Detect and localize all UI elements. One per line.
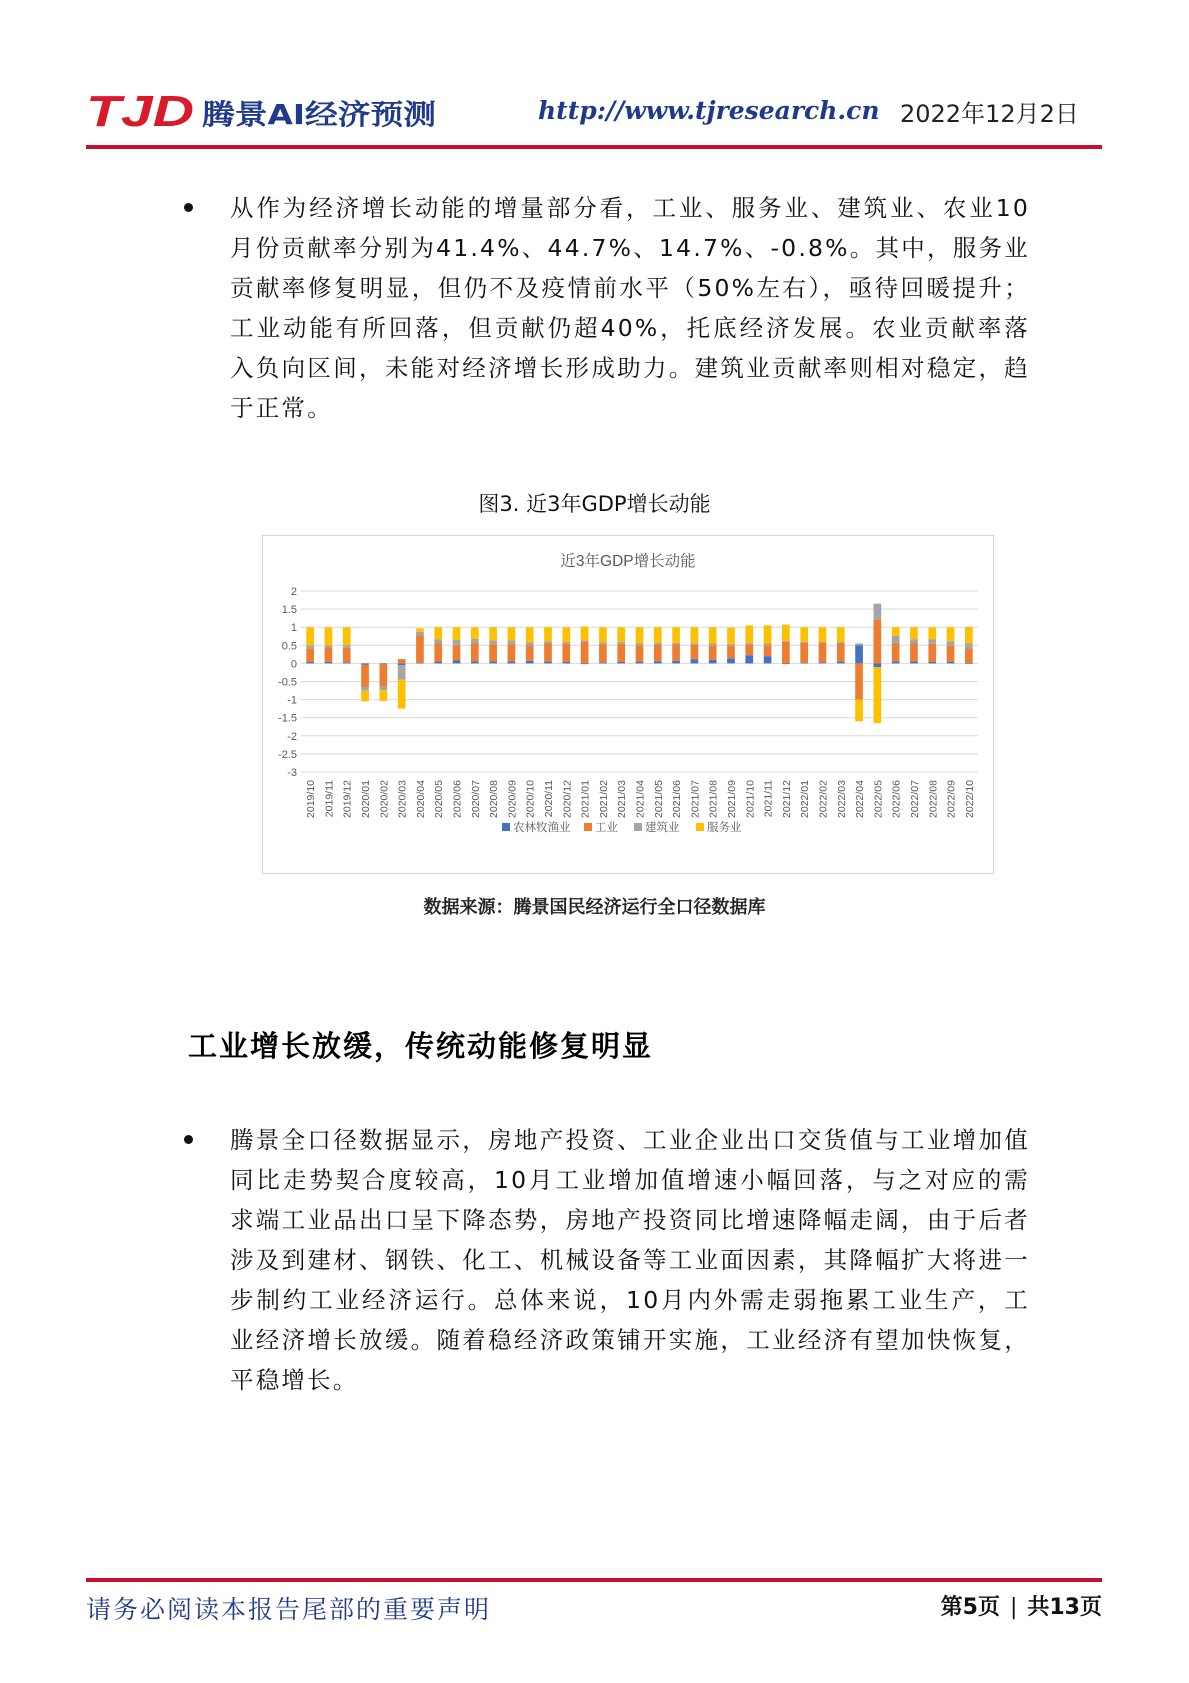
total-pages: 共13页 [1027,1595,1102,1620]
bar-segment [672,627,680,643]
bar-segment [965,649,973,664]
bar-segment [508,661,516,663]
x-tick-label: 2019/10 [305,780,318,818]
bar-segment [544,641,552,643]
bar-segment [800,663,808,664]
bar-segment [691,645,699,659]
x-tick-label: 2019/11 [323,780,336,818]
bar-segment [874,620,882,663]
bar-segment [819,642,827,662]
bar-segment [343,648,351,662]
bar-segment [965,663,973,664]
bar-segment [453,645,461,660]
legend-label: 服务业 [707,820,742,834]
bar-segment [599,644,607,662]
x-tick-label: 2021/03 [616,780,629,818]
bar-segment [526,627,534,642]
bar-segment [947,662,955,663]
bar-segment [727,658,735,663]
bar-segment [837,642,845,643]
bar-segment [928,662,936,663]
x-tick-label: 2019/12 [341,780,354,818]
bar-segment [745,655,753,663]
page-separator: | [1009,1595,1018,1620]
bar-segment [782,663,790,664]
bar-segment [709,645,717,659]
bar-segment [636,627,644,643]
data-source: 数据来源：腾景国民经济运行全口径数据库 [423,897,766,918]
x-tick-label: 2020/01 [360,780,373,818]
bar-segment [947,646,955,662]
bar-segment [947,641,955,645]
bar-segment [636,662,644,664]
y-tick-label: -1.5 [278,712,297,725]
bar-segment [306,662,314,663]
bar-segment [745,643,753,644]
chart-title: 近3年GDP增长动能 [560,553,696,570]
bar-segment [965,643,973,648]
bar-segment [361,691,369,702]
bar-segment [709,643,717,645]
bar-segment [855,700,863,722]
x-tick-label: 2021/07 [689,780,702,818]
y-tick-label: 2 [290,586,297,598]
bar-segment [819,662,827,663]
bar-segment [910,627,918,639]
bar-segment [727,644,735,646]
tjd-logo [86,88,446,134]
bar-segment [544,643,552,661]
x-tick-label: 2021/11 [762,780,775,818]
bar-segment [343,645,351,648]
bar-segment [764,625,772,643]
x-tick-label: 2021/06 [671,780,684,818]
bar-segment [874,604,882,620]
bar-segment [599,662,607,663]
legend-swatch [696,823,704,831]
bar-segment [672,661,680,664]
bar-segment [910,643,918,661]
x-tick-label: 2020/02 [378,780,391,818]
y-tick-label: -3 [287,767,297,779]
bar-segment [508,627,516,640]
bar-segment [892,661,900,663]
bar-segment [617,642,625,644]
figure-caption: 图3. 近3年GDP增长动能 [478,492,711,516]
bar-segment [727,646,735,659]
x-tick-label: 2021/02 [597,780,610,818]
bar-segment [489,641,497,645]
bar-segment [874,667,882,723]
x-tick-label: 2022/07 [908,780,921,818]
bar-segment [306,648,314,662]
industry-paragraph: 腾景全口径数据显示，房地产投资、工业企业出口交货值与工业增加值同比走势契合度较高，10月工业增加值增速小幅回落，与之对应的需求端工业品出口呈下降态势，房地产投资同比增速降幅走阔，由于后者涉及到建材、钢铁、化工、机械设备等工业面因素，其降幅扩大将进一步制约工业经济运行。总体来说，10月内外需走弱拖累工业生产，工业经济增长放缓。随着稳经济政策铺开实施，工业经济有望加快恢复，平稳增长。 [230,1126,1030,1394]
bar-segment [709,660,717,664]
bar-segment [947,627,955,641]
bar-segment [416,663,424,664]
x-tick-label: 2020/09 [506,780,519,818]
x-tick-label: 2022/06 [890,780,903,818]
bar-segment [892,636,900,643]
bar-segment [379,664,387,686]
bar-segment [855,643,863,645]
bar-segment [837,662,845,664]
bar-segment [800,642,808,643]
bar-segment [599,642,607,644]
bar-segment [489,627,497,640]
chart-frame [262,535,994,874]
bar-segment [782,641,790,642]
footer-divider [86,1578,1102,1582]
bar-segment [764,656,772,663]
bar-segment [654,645,662,661]
bar-segment [874,663,882,667]
bar-segment [526,642,534,645]
bar-segment [489,644,497,661]
bar-segment [379,663,387,664]
bar-segment [764,643,772,645]
legend-label: 农林牧渔业 [513,820,571,834]
bar-segment [306,627,314,645]
x-tick-label: 2020/11 [543,780,556,818]
bar-segment [562,642,570,644]
bar-segment [508,644,516,661]
bar-segment [434,639,442,643]
bar-segment [819,642,827,643]
bar-segment [343,662,351,663]
x-tick-label: 2020/10 [524,780,537,818]
x-tick-label: 2020/07 [469,780,482,818]
y-tick-label: -0.5 [278,676,297,689]
bar-segment [892,627,900,636]
bar-segment [928,640,936,644]
bar-segment [544,662,552,664]
bar-segment [306,645,314,648]
bar-segment [745,645,753,656]
bar-segment [453,627,461,640]
bar-segment [325,627,333,645]
bar-segment [709,627,717,643]
bar-segment [434,643,442,661]
bar-segment [636,645,644,661]
bar-segment [526,645,534,661]
bar-segment [581,642,589,664]
bar-segment [837,627,845,642]
y-tick-label: -2.5 [278,748,297,761]
bar-segment [343,627,351,645]
x-tick-label: 2022/08 [927,780,940,818]
x-tick-label: 2021/12 [780,780,793,818]
x-tick-label: 2021/01 [579,780,592,818]
bar-segment [416,628,424,632]
bar-segment [800,627,808,641]
bar-segment [398,663,406,665]
x-tick-label: 2021/10 [744,780,757,818]
bar-segment [562,627,570,642]
bar-segment [398,659,406,663]
bar-segment [379,687,387,691]
x-tick-label: 2022/05 [872,780,885,818]
bullet-icon [184,1135,198,1149]
x-tick-label: 2022/04 [854,780,867,818]
bar-segment [471,643,479,661]
bar-segment [727,628,735,644]
x-tick-label: 2021/08 [707,780,720,818]
x-tick-label: 2022/03 [835,780,848,818]
contribution-paragraph: 从作为经济增长动能的增量部分看，工业、服务业、建筑业、农业10月份贡献率分别为41.4%、44.7%、14.7%、-0.8%。其中，服务业贡献率修复明显，但仍不及疫情前水平（50%左右），亟待回暖提升；工业动能有所回落，但贡献仍超40%，托底经济发展。农业贡献率落入负向区间，未能对经济增长形成助力。建筑业贡献率则相对稳定，趋于正常。 [230,194,1030,422]
bar-segment [361,664,369,686]
logo-mark: TJD [86,88,194,134]
legend-label: 工业 [595,820,618,834]
page-indicator [941,1590,1102,1621]
bar-segment [745,625,753,643]
x-tick-label: 2021/09 [725,780,738,818]
x-tick-label: 2020/03 [396,780,409,818]
x-tick-label: 2021/05 [652,780,665,818]
header-divider [86,145,1102,149]
section-heading: 工业增长放缓，传统动能修复明显 [188,1029,654,1063]
y-tick-label: -2 [287,730,297,743]
bar-segment [581,663,589,664]
bar-segment [526,661,534,664]
bar-segment [581,626,589,640]
bar-segment [434,627,442,639]
bar-segment [928,627,936,639]
bar-segment [471,627,479,639]
bar-segment [672,643,680,645]
brand-name: 腾景AI经济预测 [202,98,436,131]
gdp-growth-chart [263,536,993,873]
bar-segment [453,661,461,664]
bar-segment [471,639,479,643]
bar-segment [672,645,680,661]
bar-segment [691,627,699,643]
bullet-icon [184,203,198,217]
legend-swatch [634,823,642,831]
x-tick-label: 2022/10 [963,780,976,818]
y-tick-label: 1.5 [281,604,297,617]
bar-segment [453,640,461,645]
y-tick-label: -1 [287,694,297,707]
x-tick-label: 2020/04 [414,780,427,818]
x-tick-label: 2022/02 [817,780,830,818]
bar-segment [325,647,333,661]
legend-label: 建筑业 [645,820,680,834]
x-tick-label: 2020/06 [451,780,464,818]
bar-segment [654,661,662,663]
x-tick-label: 2022/01 [799,780,812,818]
bar-segment [379,690,387,701]
x-tick-label: 2020/05 [433,780,446,818]
bar-segment [617,627,625,641]
bar-segment [416,632,424,636]
current-page: 第5页 [940,1595,1000,1620]
bar-segment [562,662,570,663]
y-tick-label: 0 [290,658,297,671]
bar-segment [562,644,570,662]
disclaimer-note: 请务必阅读本报告尾部的重要声明 [86,1595,492,1624]
bar-segment [782,625,790,641]
legend-swatch [502,823,510,831]
bar-segment [965,627,973,643]
bar-segment [544,627,552,641]
y-tick-label: 1 [290,622,297,635]
bar-segment [837,643,845,661]
y-tick-label: 0.5 [281,640,297,653]
bar-segment [617,662,625,663]
bar-segment [434,662,442,664]
website-url[interactable]: http://www.tjresearch.cn [538,96,880,125]
bar-segment [508,641,516,645]
bar-segment [910,639,918,643]
bar-segment [581,640,589,641]
x-tick-label: 2021/04 [634,780,647,818]
bar-segment [691,659,699,663]
bar-segment [361,663,369,664]
bar-segment [855,663,863,699]
x-tick-label: 2020/12 [561,780,574,818]
legend-swatch [584,823,592,831]
bar-segment [617,644,625,662]
bar-segment [636,643,644,645]
bar-segment [910,662,918,664]
bar-segment [928,644,936,662]
bar-segment [325,645,333,647]
bar-segment [361,687,369,691]
bar-segment [819,627,827,641]
bar-segment [800,643,808,663]
report-date: 2022年12月2日 [900,100,1079,128]
bar-segment [892,643,900,661]
bar-segment [416,636,424,663]
bar-segment [654,643,662,645]
bar-segment [782,642,790,664]
bar-segment [325,662,333,663]
bar-segment [654,627,662,643]
bar-segment [855,645,863,663]
x-tick-label: 2020/08 [488,780,501,818]
bar-segment [398,680,406,709]
bar-segment [599,627,607,642]
bar-segment [489,662,497,664]
bar-segment [398,665,406,679]
bar-segment [471,661,479,663]
bar-segment [764,645,772,656]
bar-segment [691,643,699,645]
x-tick-label: 2022/09 [945,780,958,818]
